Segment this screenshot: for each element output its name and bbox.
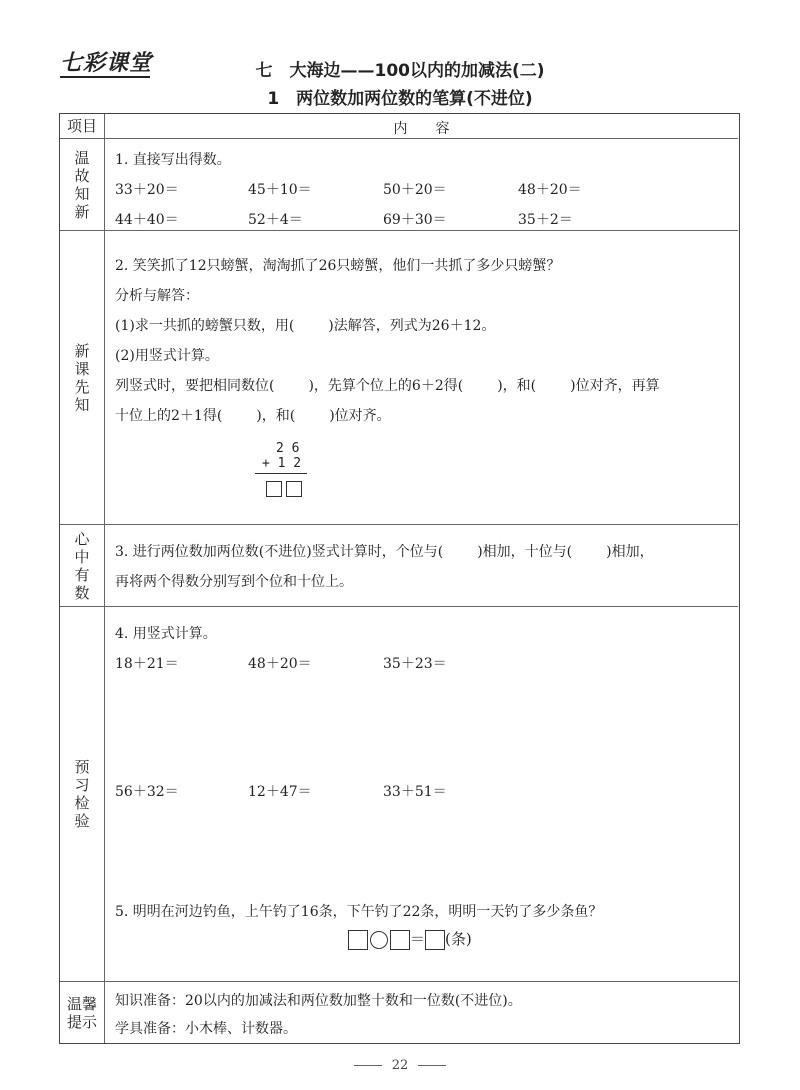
col-item-header: 项目: [60, 114, 105, 138]
answer-box[interactable]: [266, 481, 282, 497]
vertical-top-number: 2 6: [276, 441, 300, 456]
vertical-answer-boxes: [266, 481, 302, 497]
unit-title: 七 大海边——100以内的加减法(二): [255, 61, 545, 81]
tools-prep: 学具准备：小木棒、计数器。: [115, 1021, 297, 1037]
step-2: (2)用竖式计算。: [115, 348, 219, 364]
calc-item: 48＋20＝: [518, 182, 582, 198]
brand-logo: 七彩课堂: [60, 51, 153, 76]
table-header-row: [60, 114, 738, 139]
calc-item: 35＋23＝: [383, 656, 447, 672]
page-number: 22: [0, 1058, 800, 1073]
question-2: 2. 笑笑抓了12只螃蟹，淘淘抓了26只螃蟹，他们一共抓了多少只螃蟹？: [115, 258, 561, 274]
calc-item: 52＋4＝: [248, 212, 303, 228]
lesson-title: 1 两位数加两位数的笔算(不进位): [267, 89, 533, 109]
knowledge-prep: 知识准备：20以内的加减法和两位数加整十数和一位数(不进位)。: [115, 993, 522, 1009]
calc-item: 44＋40＝: [115, 212, 179, 228]
question-3-line1: 3. 进行两位数加两位数(不进位)竖式计算时，个位与( )相加，十位与( )相加，: [115, 544, 654, 560]
calc-item: 56＋32＝: [115, 784, 179, 800]
vertical-second-number: + 1 2: [262, 456, 302, 471]
step-1: (1)求一共抓的螃蟹只数，用( )法解答，列式为26＋12。: [115, 318, 496, 334]
calc-item: 69＋30＝: [383, 212, 447, 228]
section-review-label: 温故知新: [60, 139, 105, 230]
unit-label: (条): [445, 930, 472, 948]
equals-sign: ＝: [410, 930, 426, 948]
calc-item: 33＋51＝: [383, 784, 447, 800]
section-tips-label: 温馨提示: [60, 982, 105, 1043]
analysis-heading: 分析与解答：: [115, 288, 199, 304]
section-new-lesson-label: 新课先知: [60, 231, 105, 524]
section-preview-check: [60, 607, 738, 982]
vertical-calculation: [262, 441, 301, 471]
calc-item: 33＋20＝: [115, 182, 179, 198]
calc-item: 12＋47＝: [248, 784, 312, 800]
operator-circle[interactable]: [370, 931, 388, 949]
section-new-lesson: [60, 231, 738, 525]
answer-box[interactable]: [286, 481, 302, 497]
calc-item: 18＋21＝: [115, 656, 179, 672]
section-preview-check-label: 预习检验: [60, 607, 105, 981]
col-content-header: 内 容: [393, 121, 450, 137]
calc-item: 50＋20＝: [383, 182, 447, 198]
step-4: 十位上的2＋1得( )，和( )位对齐。: [115, 408, 391, 424]
step-3: 列竖式时，要把相同数位( )，先算个位上的6＋2得( )，和( )位对齐，再算: [115, 378, 660, 394]
question-3-line2: 再将两个得数分别写到个位和十位上。: [115, 574, 353, 590]
answer-box[interactable]: [390, 930, 410, 950]
worksheet-table: [59, 113, 740, 1044]
section-key-points: [60, 525, 738, 607]
question-1: 1. 直接写出得数。: [115, 152, 231, 168]
calc-item: 45＋10＝: [248, 182, 312, 198]
question-4: 4. 用竖式计算。: [115, 626, 217, 642]
section-key-points-label: 心中有数: [60, 525, 105, 606]
calc-item: 48＋20＝: [248, 656, 312, 672]
answer-box[interactable]: [348, 930, 368, 950]
section-review: [60, 139, 738, 231]
question-5: 5. 明明在河边钓鱼，上午钓了16条，下午钓了22条，明明一天钓了多少条鱼？: [115, 904, 603, 920]
answer-box[interactable]: [425, 930, 445, 950]
equation-template: [348, 928, 472, 950]
vertical-calc-line: [255, 473, 307, 474]
calc-item: 35＋2＝: [518, 212, 573, 228]
section-tips: [60, 982, 738, 1043]
